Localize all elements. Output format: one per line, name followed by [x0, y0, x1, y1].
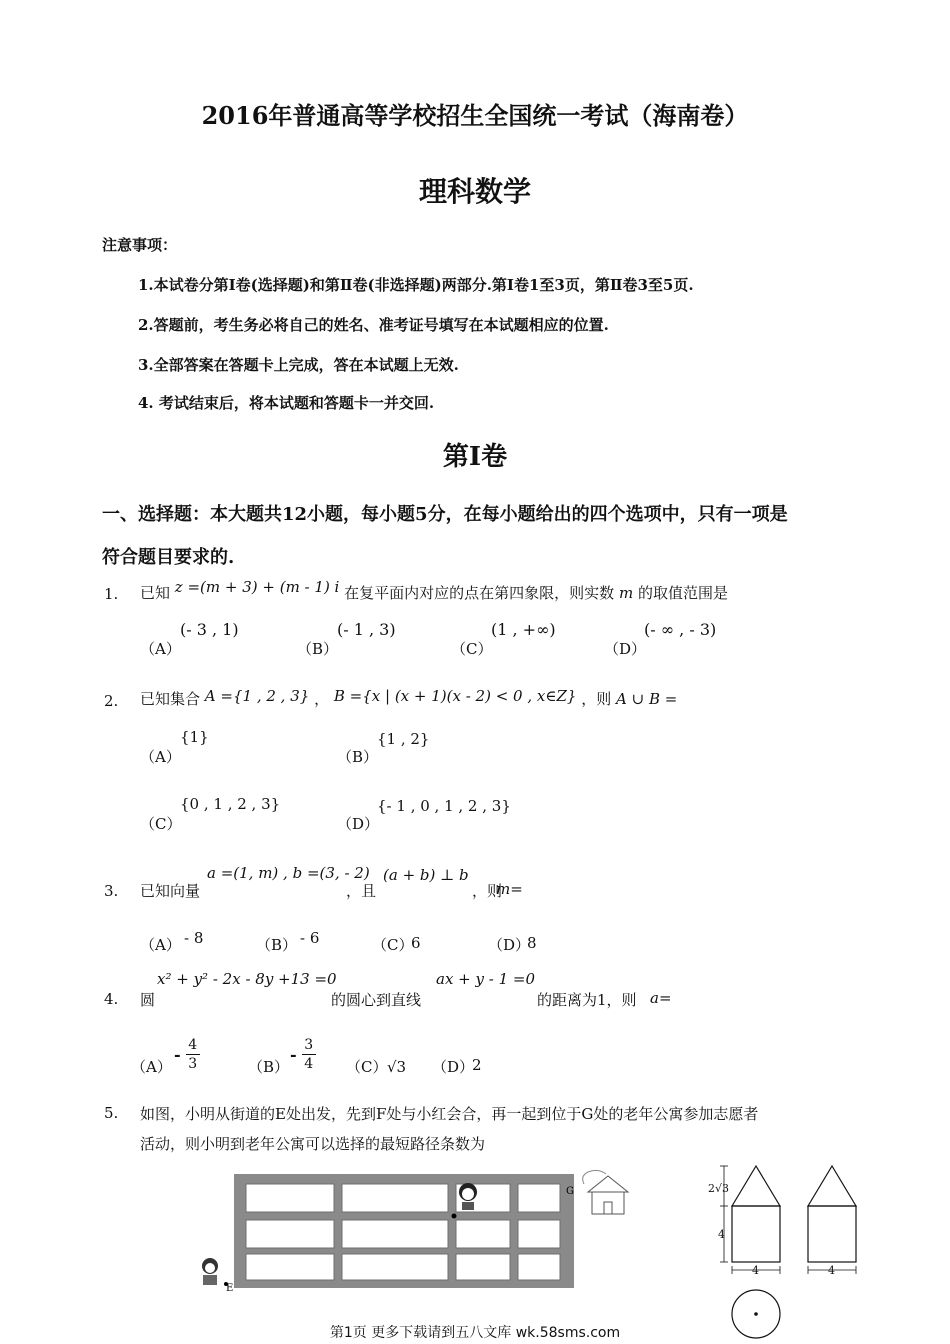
volume-title: 第Ⅰ卷 [442, 442, 508, 472]
formula: a =(1, m) , b =(3, - 2) [207, 864, 370, 882]
center-dot [754, 1312, 758, 1316]
question-number: 1. [104, 585, 119, 603]
stem-text: ， [314, 690, 330, 708]
block [456, 1254, 510, 1280]
block [456, 1220, 510, 1248]
fraction [302, 1036, 316, 1073]
option-value: 8 [527, 934, 537, 952]
notice-heading: 注意事项： [102, 236, 178, 254]
front-view-roof [732, 1166, 780, 1206]
stem-text: 已知 [140, 584, 171, 602]
three-view-figure [706, 1162, 866, 1342]
block [342, 1220, 448, 1248]
option-label: （D） [337, 815, 380, 833]
option-value: 6 [411, 934, 421, 952]
side-label: 4 [718, 1228, 725, 1241]
variable: a= [650, 989, 672, 1007]
option-label: （D） [488, 936, 531, 954]
option-label: （C） [451, 640, 493, 658]
fraction [186, 1036, 200, 1073]
stem-text: ，则 [581, 690, 612, 708]
stem-text: 的圆心到直线 [331, 991, 422, 1009]
formula: z =(m + 3) + (m - 1) i [174, 578, 340, 596]
denominator: 3 [188, 1056, 198, 1072]
label-g: G [566, 1186, 574, 1197]
label-e: E [226, 1283, 234, 1294]
option-value: - 6 [300, 929, 320, 947]
option-value: 2 [472, 1056, 482, 1074]
option-value: {- 1 , 0 , 1 , 2 , 3} [377, 797, 511, 815]
section-heading: 一、选择题：本大题共12小题，每小题5分，在每小题给出的四个选项中，只有一项是 [102, 504, 788, 525]
stem-text: ，且 [346, 882, 377, 900]
option-label: （C） [140, 815, 182, 833]
option-label: （A） [140, 936, 181, 954]
formula: A ∪ B = [616, 690, 678, 708]
option-value: (1 , +∞) [491, 620, 556, 639]
option-label: （D） [604, 640, 647, 658]
option-label: （D） [432, 1058, 475, 1076]
minus-sign: - [174, 1045, 181, 1064]
option-label: （A） [140, 640, 181, 658]
notice-item: 3.全部答案在答题卡上完成，答在本试题上无效. [138, 356, 459, 374]
option-value: (- 1 , 3) [337, 620, 396, 639]
minus-sign: - [290, 1045, 297, 1064]
question-2-stem [140, 688, 677, 709]
page-title: 2016年普通高等学校招生全国统一考试（海南卷） [201, 101, 749, 130]
block [342, 1254, 448, 1280]
notice-item: 4. 考试结束后，将本试题和答题卡一并交回. [138, 394, 435, 412]
side-view-roof [808, 1166, 856, 1206]
section-heading-cont: 符合题目要求的. [102, 547, 235, 568]
option-value: {1} [180, 728, 209, 746]
option-value: {0 , 1 , 2 , 3} [180, 795, 281, 813]
option-value: √3 [387, 1058, 407, 1076]
block [518, 1184, 560, 1212]
height-label: 2√3 [708, 1182, 730, 1195]
option-label: （A） [131, 1058, 172, 1076]
variable: m [618, 584, 634, 602]
formula: x² + y² - 2x - 8y +13 =0 [157, 970, 337, 988]
option-value: - 8 [184, 929, 204, 947]
question-number: 3. [104, 882, 119, 900]
notice-item: 2.答题前，考生务必将自己的姓名、准考证号填写在本试题相应的位置. [138, 316, 609, 334]
option-value-fraction [174, 1036, 200, 1073]
subject-title: 理科数学 [418, 175, 531, 208]
question-number: 2. [104, 692, 119, 710]
numerator: 4 [188, 1037, 198, 1053]
variable: m= [496, 880, 523, 898]
option-label: （C） [346, 1058, 388, 1076]
side-view-body [808, 1206, 856, 1262]
stem-text: ，则 [472, 882, 503, 900]
option-value: (- ∞ , - 3) [644, 620, 717, 639]
stem-text: 在复平面内对应的点在第四象限，则实数 [344, 584, 615, 602]
question-5-stem-cont: 活动，则小明到老年公寓可以选择的最短路径条数为 [140, 1135, 486, 1153]
stem-text: 的距离为1，则 [537, 991, 637, 1009]
numerator: 3 [304, 1037, 314, 1053]
stem-text: 已知集合 [140, 690, 201, 708]
block [518, 1254, 560, 1280]
formula: B ={x | (x + 1)(x - 2) < 0 , x∈Z} [333, 687, 577, 705]
house-icon [583, 1170, 628, 1214]
street-grid-figure [196, 1166, 646, 1294]
option-label: （C） [372, 936, 414, 954]
stem-text: 的取值范围是 [637, 584, 728, 602]
option-label: （A） [140, 748, 181, 766]
width-label: 4 [752, 1264, 759, 1277]
option-value: {1 , 2} [377, 730, 430, 748]
option-value: (- 3 , 1) [180, 620, 239, 639]
block [518, 1220, 560, 1248]
denominator: 4 [304, 1056, 314, 1072]
option-label: （B） [337, 748, 379, 766]
block [246, 1184, 334, 1212]
width-label: 4 [828, 1264, 835, 1277]
option-label: （B） [297, 640, 339, 658]
block [246, 1254, 334, 1280]
block [342, 1184, 448, 1212]
block [246, 1220, 334, 1248]
question-5-stem: 如图，小明从街道的E处出发，先到F处与小红会合，再一起到位于G处的老年公寓参加志愿者 [140, 1105, 759, 1123]
page-footer: 第1页 更多下载请到五八文库 wk.58sms.com [329, 1325, 621, 1341]
option-label: （B） [248, 1058, 290, 1076]
question-number: 4. [104, 990, 119, 1008]
front-view-body [732, 1206, 780, 1262]
formula: A ={1 , 2 , 3} [204, 687, 310, 705]
point-f-icon [452, 1214, 457, 1219]
notice-item: 1.本试卷分第Ⅰ卷(选择题)和第Ⅱ卷(非选择题)两部分.第Ⅰ卷1至3页，第Ⅱ卷3至5页. [138, 276, 694, 294]
formula: (a + b) ⊥ b [383, 866, 469, 884]
question-3-stem-pre: 已知向量 [140, 882, 201, 900]
stem-text: 圆 [140, 991, 156, 1009]
boy-icon [202, 1258, 218, 1285]
option-value-fraction [290, 1036, 316, 1073]
question-1-stem [140, 578, 728, 603]
question-number: 5. [104, 1104, 119, 1122]
formula: ax + y - 1 =0 [436, 970, 536, 988]
option-label: （B） [256, 936, 298, 954]
